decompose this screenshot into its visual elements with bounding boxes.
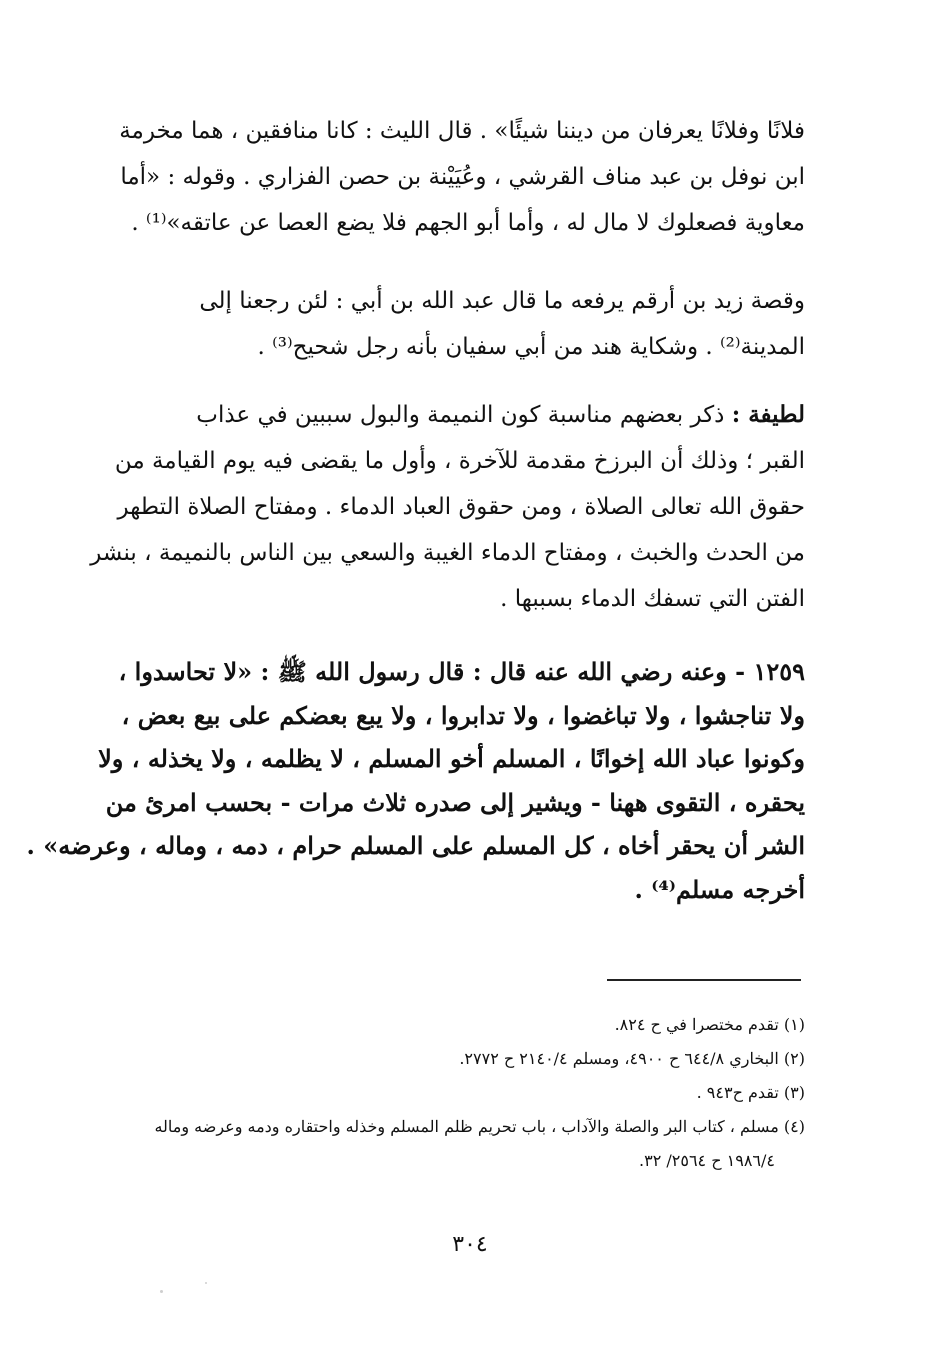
hadith-line: يحقره ، التقوى ههنا - ويشير إلى صدره ثلاث مرات - بحسب امرئ من [105, 787, 805, 817]
text-line: حقوق الله تعالى الصلاة ، ومن حقوق العباد الدماء . ومفتاح الصلاة التطهر [117, 494, 805, 520]
latifa-heading: لطيفة : [731, 401, 805, 428]
paragraph-2 [140, 278, 805, 370]
footnote-item: (١) تقدم مختصرا في ح ٨٢٤. [614, 1015, 805, 1034]
text-line: الفتن التي تسفك الدماء بسببها . [500, 586, 805, 612]
text-line: فلانًا وفلانًا يعرفان من ديننا شيئًا» . قال الليث : كانا منافقين ، هما مخرمة [119, 118, 805, 144]
footnote-continuation: ١٩٨٦/٤ ح ٢٥٦٤/ ٣٢. [639, 1151, 775, 1170]
footnote-item: (٢) البخاري ٦٤٤/٨ ح ٤٩٠٠، ومسلم ٢١٤٠/٤ ح ٢٧٧٢. [459, 1049, 805, 1068]
footnote-item: (٤) مسلم ، كتاب البر والصلة والآداب ، باب تحريم ظلم المسلم وخذله واحتقاره ودمه وعرضه وماله [154, 1117, 805, 1136]
hadith-1259 [26, 650, 805, 911]
hadith-line: وكونوا عباد الله إخوانًا ، المسلم أخو المسلم ، لا يظلمه ، ولا يخذله ، ولا [98, 744, 805, 773]
scan-speck [160, 1290, 163, 1293]
paragraph-1 [119, 108, 805, 246]
text-line: وقصة زيد بن أرقم يرفعه ما قال عبد الله بن أبي : لئن رجعنا إلى [199, 288, 805, 314]
page-number: ٣٠٤ [452, 1232, 488, 1257]
paragraph-latifa [90, 392, 805, 622]
text-run: ذكر بعضهم مناسبة كون النميمة والبول سببين في عذاب [196, 402, 732, 428]
hadith-line: الشر أن يحقر أخاه ، كل المسلم على المسلم حرام ، دمه ، وماله ، وعرضه» . [26, 831, 805, 860]
text-line: من الحدث والخبث ، ومفتاح الدماء الغيبة والسعي بين الناس بالنميمة ، بنشر [90, 540, 805, 566]
footnote-item: (٣) تقدم ح٩٤٣ . [696, 1083, 805, 1102]
hadith-line: ١٢٥٩ - وعنه رضي الله عنه قال : قال رسول الله ﷺ : «لا تحاسدوا ، [118, 657, 805, 686]
scan-speck [205, 1282, 207, 1284]
footnote-divider [607, 979, 801, 981]
text-line [140, 392, 805, 438]
hadith-line: ولا تناجشوا ، ولا تباغضوا ، ولا تدابروا ، ولا يبع بعضكم على بيع بعض ، [121, 700, 805, 730]
hadith-line: أخرجه مسلم⁽⁴⁾ . [634, 874, 805, 904]
text-line: معاوية فصعلوك لا مال له ، وأما أبو الجهم فلا يضع العصا عن عاتقه»⁽¹⁾ . [131, 210, 805, 236]
text-line: القبر ؛ وذلك أن البرزخ مقدمة للآخرة ، وأول ما يقضى فيه يوم القيامة من [114, 448, 805, 474]
footnotes [140, 1008, 805, 1178]
text-line: المدينة⁽²⁾ . وشكاية هند من أبي سفيان بأنه رجل شحيح⁽³⁾ . [257, 334, 805, 360]
text-line: ابن نوفل بن عبد مناف القرشي ، وعُيَيْنة بن حصن الفزاري . وقوله : «أما [120, 164, 805, 190]
